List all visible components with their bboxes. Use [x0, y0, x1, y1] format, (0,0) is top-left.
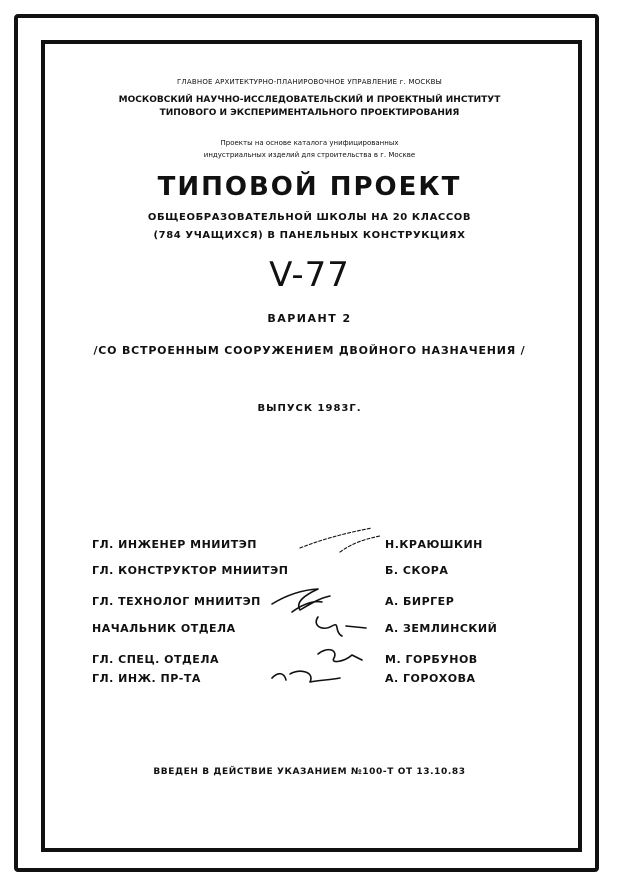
project-code: V-77 — [269, 255, 350, 295]
issue-label: ВЫПУСК 1983Г. — [257, 403, 362, 414]
signatory-role: ГЛ. ИНЖЕНЕР МНИИТЭП — [92, 538, 258, 551]
signatory-name: Б. СКОРА — [385, 564, 449, 577]
document-title: ТИПОВОЙ ПРОЕКТ — [157, 172, 462, 202]
signatory-name: М. ГОРБУНОВ — [385, 653, 478, 666]
header-line-2: МОСКОВСКИЙ НАУЧНО-ИССЛЕДОВАТЕЛЬСКИЙ И ПРОЕКТНЫЙ ИНСТИТУТ — [118, 95, 501, 105]
signatory-role: ГЛ. КОНСТРУКТОР МНИИТЭП — [92, 564, 289, 577]
signatory-role: НАЧАЛЬНИК ОТДЕЛА — [92, 622, 236, 635]
signatory-role: ГЛ. СПЕЦ. ОТДЕЛА — [92, 653, 219, 666]
header-line-5: индустриальных изделий для строительства в г. Москве — [203, 151, 416, 159]
signatory-role: ГЛ. ТЕХНОЛОГ МНИИТЭП — [92, 595, 261, 608]
purpose-label: /СО ВСТРОЕННЫМ СООРУЖЕНИЕМ ДВОЙНОГО НАЗНАЧЕНИЯ / — [93, 344, 526, 357]
enactment-note: ВВЕДЕН В ДЕЙСТВИЕ УКАЗАНИЕМ №100-Т ОТ 13.10.83 — [153, 767, 466, 777]
inner-frame — [41, 40, 582, 852]
header-line-4: Проекты на основе каталога унифицированных — [220, 139, 399, 147]
signatory-name: А. БИРГЕР — [385, 595, 455, 608]
signatory-name: А. ГОРОХОВА — [385, 672, 476, 685]
signatory-role: ГЛ. ИНЖ. ПР-ТА — [92, 672, 201, 685]
subtitle-line-1: ОБЩЕОБРАЗОВАТЕЛЬНОЙ ШКОЛЫ НА 20 КЛАССОВ — [147, 212, 472, 223]
header-line-1: ГЛАВНОЕ АРХИТЕКТУРНО-ПЛАНИРОВОЧНОЕ УПРАВЛЕНИЕ г. МОСКВЫ — [176, 78, 443, 86]
variant-label: ВАРИАНТ 2 — [267, 312, 352, 325]
subtitle-line-2: (784 УЧАЩИХСЯ) В ПАНЕЛЬНЫХ КОНСТРУКЦИЯХ — [153, 230, 466, 241]
signatory-name: А. ЗЕМЛИНСКИЙ — [385, 622, 498, 635]
signatory-name: Н.КРАЮШКИН — [385, 538, 483, 551]
header-line-3: ТИПОВОГО И ЭКСПЕРИМЕНТАЛЬНОГО ПРОЕКТИРОВАНИЯ — [159, 108, 460, 118]
